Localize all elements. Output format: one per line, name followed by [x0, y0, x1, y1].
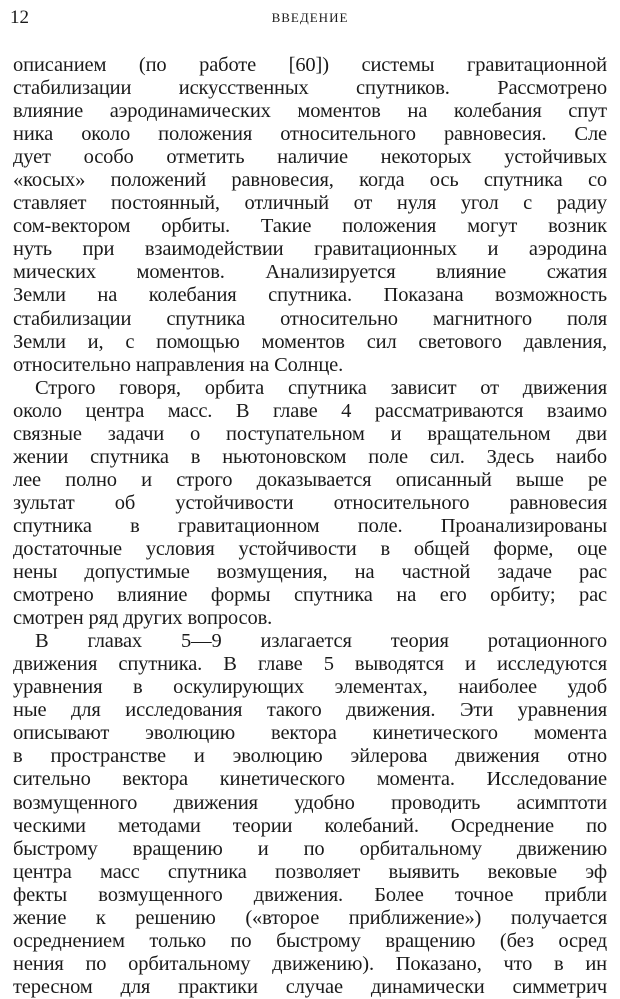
- page-header: [10, 6, 610, 30]
- text-line: Строго говоря, орбита спутника зависит от движения: [35, 376, 607, 399]
- text-line: описывают эволюцию вектора кинетического момента: [13, 722, 607, 745]
- text-line: ставляет постоянный, отличный от нуля угол с радиу: [13, 192, 607, 215]
- text-line: В главах 5—9 излагается теория ротационного: [35, 630, 607, 653]
- text-line: смотрен ряд других вопросов.: [13, 607, 273, 630]
- text-line: Земли на колебания спутника. Показана возможность: [13, 284, 607, 307]
- text-line: уравнения в оскулирующих элементах, наиболее удоб: [13, 676, 607, 699]
- text-line: тересном для практики случае динамически симметрич: [13, 975, 607, 998]
- text-line: ческими методами теории колебаний. Осреднение по: [13, 814, 607, 837]
- text-line: быстрому вращению и по орбитальному движению: [13, 837, 607, 860]
- text-line: мических моментов. Анализируется влияние сжатия: [13, 261, 607, 284]
- text-line: центра масс спутника позволяет выявить вековые эф: [13, 860, 607, 883]
- text-line: лее полно и строго доказывается описанный выше ре: [13, 468, 607, 491]
- text-line: сом-вектором орбиты. Такие положения могут возник: [13, 215, 607, 238]
- text-line: жение к решению («второе приближение») получается: [13, 906, 607, 929]
- text-line: движения спутника. В главе 5 выводятся и исследуются: [13, 653, 607, 676]
- text-line: смотрено влияние формы спутника на его орбиту; рас: [13, 584, 607, 607]
- text-line: в пространстве и эволюцию эйлерова движения отно: [13, 745, 607, 768]
- text-line: ника около положения относительного равновесия. Сле: [13, 123, 607, 146]
- text-line: фекты возмущенного движения. Более точное прибли: [13, 883, 607, 906]
- text-line: нуть при взаимодействии гравитационных и аэродина: [13, 238, 607, 261]
- text-line: ные для исследования такого движения. Эти уравнения: [13, 699, 607, 722]
- text-line: описанием (по работе [60]) системы гравитационной: [13, 54, 607, 76]
- text-line: дует особо отметить наличие некоторых устойчивых: [13, 146, 607, 169]
- text-line: сительно вектора кинетического момента. Исследование: [13, 768, 607, 791]
- text-line: зультат об устойчивости относительного равновесия: [13, 491, 607, 514]
- text-line: влияние аэродинамических моментов на колебания спут: [13, 100, 607, 123]
- text-line: нены допустимые возмущения, на частной задаче рас: [13, 561, 607, 584]
- body-text: [13, 54, 607, 999]
- running-head: ВВЕДЕНИЕ: [271, 10, 349, 25]
- text-line: связные задачи о поступательном и вращательном дви: [13, 422, 607, 445]
- text-line: стабилизации искусственных спутников. Рассмотрено: [13, 77, 607, 100]
- text-line: осреднением только по быстрому вращению (без осред: [13, 929, 607, 952]
- text-line: возмущенного движения удобно проводить асимптоти: [13, 791, 607, 814]
- text-line: жении спутника в ньютоновском поле сил. Здесь наибо: [13, 445, 607, 468]
- text-line: около центра масс. В главе 4 рассматриваются взаимо: [13, 399, 607, 422]
- text-line: Земли и, с помощью моментов сил светового давления,: [13, 330, 607, 353]
- text-line: достаточные условия устойчивости в общей форме, оце: [13, 537, 607, 560]
- text-line: спутника в гравитационном поле. Проанализированы: [13, 514, 607, 537]
- text-line: относительно направления на Солнце.: [13, 353, 344, 376]
- text-line: стабилизации спутника относительно магнитного поля: [13, 307, 607, 330]
- text-line: «косых» положений равновесия, когда ось спутника со: [13, 169, 607, 192]
- page-number: 12: [10, 7, 29, 28]
- text-line: нения по орбитальному движению). Показано, что в ин: [13, 952, 607, 975]
